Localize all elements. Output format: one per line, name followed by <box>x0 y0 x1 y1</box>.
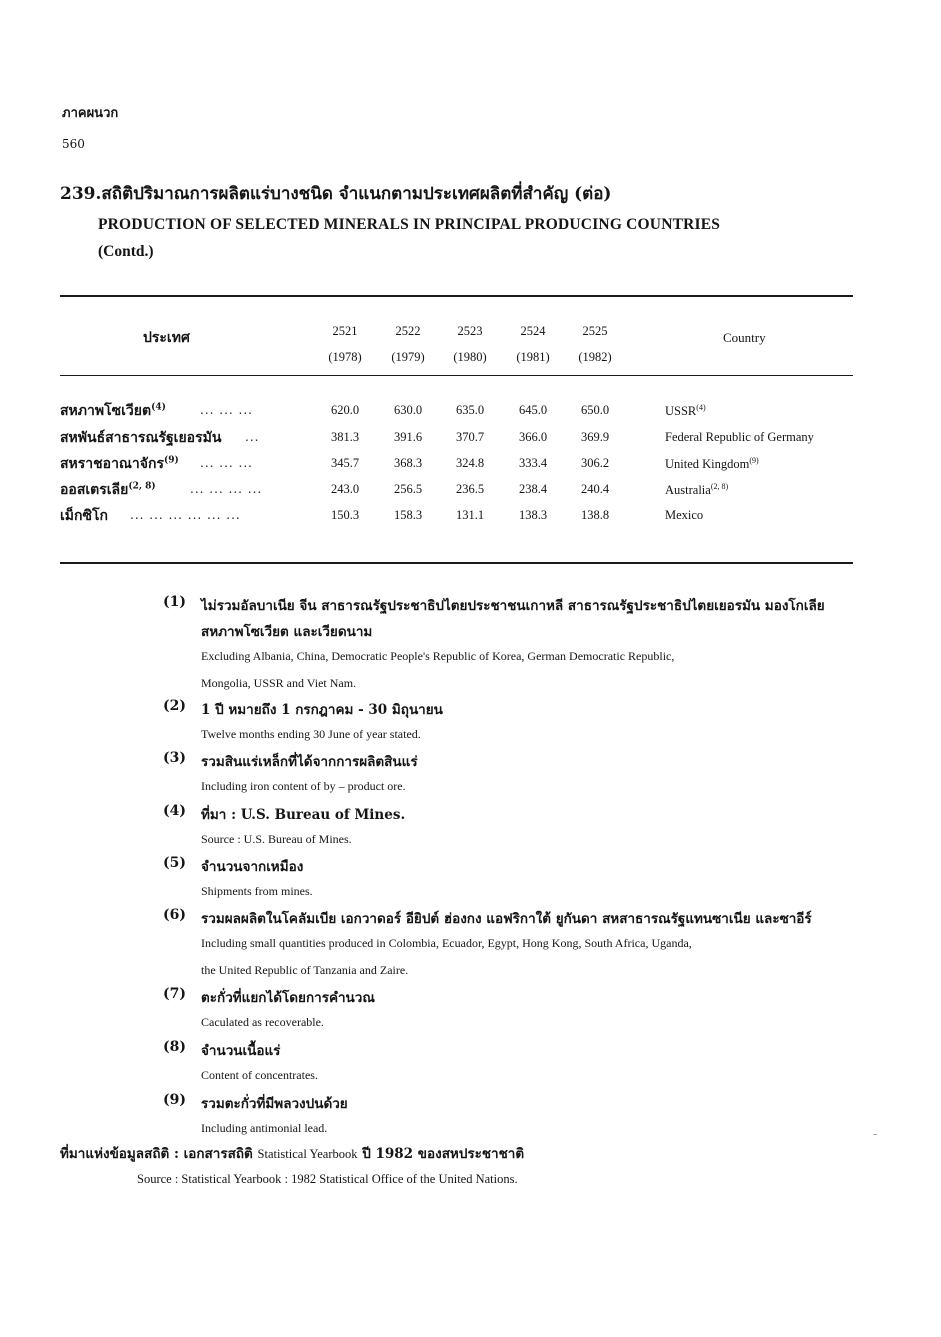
table-cell: 131.1 <box>455 508 485 522</box>
table-top-rule <box>60 295 853 297</box>
year-be: 2525 <box>582 324 608 338</box>
source-english: Source : Statistical Yearbook : 1982 Statistical Office of the United Nations. <box>137 1172 518 1186</box>
footnote-english: Twelve months ending 30 June of year stated. <box>201 727 421 741</box>
footnote-number: (8) <box>163 1039 186 1055</box>
table-cell: 630.0 <box>393 403 423 417</box>
row-country-english-text: Federal Republic of Germany <box>665 430 814 444</box>
page-number: 560 <box>62 137 85 151</box>
row-country-thai-note: (2, 8) <box>128 481 156 492</box>
table-cell: 324.8 <box>455 456 485 470</box>
row-country-thai-text: ออสเตรเลีย <box>60 482 129 498</box>
footnote-thai: 1 ปี หมายถึง 1 กรกฎาคม - 30 มิถุนายน <box>201 702 443 718</box>
table-cell: 650.0 <box>580 403 610 417</box>
footnote-thai: ที่มา : U.S. Bureau of Mines. <box>201 807 406 823</box>
footnote-number: (6) <box>163 907 186 923</box>
footnote-thai: สหภาพโซเวียต และเวียดนาม <box>201 624 373 640</box>
table-cell: 236.5 <box>455 482 485 496</box>
footnote-english: Caculated as recoverable. <box>201 1015 324 1029</box>
footnote-english: Including antimonial lead. <box>201 1121 328 1135</box>
year-be: 2521 <box>332 324 358 338</box>
table-cell: 243.0 <box>330 482 360 496</box>
row-country-english-text: USSR <box>665 404 697 419</box>
source-thai <box>60 1142 524 1164</box>
row-country-thai <box>60 427 221 449</box>
row-country-english-note: (2, 8) <box>710 482 729 491</box>
table-bottom-rule <box>60 562 853 564</box>
table-cell: 345.7 <box>330 456 360 470</box>
row-country-thai-text: สหราชอาณาจักร <box>60 456 164 472</box>
table-cell: 138.8 <box>580 508 610 522</box>
section-label: ภาคผนวก <box>62 106 119 121</box>
row-country-thai-text: เม็กซิโก <box>60 508 108 524</box>
row-country-english <box>665 482 728 498</box>
footnote-english: Excluding Albania, China, Democratic People's Republic of Korea, German Democratic Republic, <box>201 649 675 663</box>
header-country-english: Country <box>723 330 766 345</box>
row-leader-dots: ... ... ... ... <box>190 482 263 496</box>
row-country-english-text: Mexico <box>665 508 704 522</box>
footnote-thai: รวมสินแร่เหล็กที่ได้จากการผลิตสินแร่ <box>201 754 418 770</box>
footnote-english: Shipments from mines. <box>201 884 313 898</box>
table-cell: 158.3 <box>393 508 423 522</box>
row-leader-dots: ... ... ... <box>200 403 253 417</box>
row-country-thai <box>60 400 166 422</box>
table-cell: 138.3 <box>518 508 548 522</box>
footnote-thai: จำนวนจากเหมือง <box>201 859 304 875</box>
row-country-english-text: Australia <box>665 483 711 498</box>
footnote-thai: ไม่รวมอัลบาเนีย จีน สาธารณรัฐประชาธิปไตยประชาชนเกาหลี สาธารณรัฐประชาธิปไตยเยอรมัน มองโกเลีย <box>201 598 825 614</box>
year-be: 2524 <box>520 324 546 338</box>
row-country-thai-note: (9) <box>163 455 179 466</box>
footnote-english: Including iron content of by – product ore. <box>201 779 406 793</box>
row-country-english <box>665 456 759 472</box>
footnote-english: the United Republic of Tanzania and Zaire. <box>201 963 409 977</box>
footnote-english: Content of concentrates. <box>201 1068 318 1082</box>
footnote-thai: รวมผลผลิตในโคลัมเบีย เอกวาดอร์ อียิปต์ ฮ่องกง แอฟริกาใต้ ยูกันดา สหสาธารณรัฐแทนซาเนีย และซาอีร์ <box>201 911 812 927</box>
footnote-thai: ตะกั่วที่แยกได้โดยการคำนวณ <box>201 990 375 1006</box>
source-thai-en: Statistical Yearbook <box>257 1147 358 1161</box>
row-country-english-note: (4) <box>696 403 706 412</box>
year-ce: (1981) <box>516 350 550 364</box>
footnote-number: (5) <box>163 855 186 871</box>
table-cell: 238.4 <box>518 482 548 496</box>
row-leader-dots: ... <box>245 430 260 444</box>
row-country-english-text: United Kingdom <box>665 457 750 472</box>
footnote-number: (7) <box>163 986 186 1002</box>
footnote-english: Source : U.S. Bureau of Mines. <box>201 832 352 846</box>
row-country-english <box>665 508 703 523</box>
row-country-english <box>665 430 814 445</box>
year-ce: (1979) <box>391 350 425 364</box>
row-country-thai <box>60 453 179 475</box>
header-country-thai: ประเทศ <box>143 330 190 346</box>
table-cell: 366.0 <box>518 430 548 444</box>
row-country-thai-text: สหภาพโซเวียต <box>60 403 152 419</box>
table-cell: 635.0 <box>455 403 485 417</box>
footnote-number: (2) <box>163 698 186 714</box>
footnote-number: (1) <box>163 594 186 610</box>
year-ce: (1982) <box>578 350 612 364</box>
footnote-number: (9) <box>163 1092 186 1108</box>
row-country-english-note: (9) <box>749 456 759 465</box>
footnote-english: Including small quantities produced in Colombia, Ecuador, Egypt, Hong Kong, South Africa, Uganda, <box>201 936 692 950</box>
table-cell: 381.3 <box>330 430 360 444</box>
row-country-thai <box>60 479 156 501</box>
table-cell: 369.9 <box>580 430 610 444</box>
table-cell: 333.4 <box>518 456 548 470</box>
table-cell: 150.3 <box>330 508 360 522</box>
table-cell: 368.3 <box>393 456 423 470</box>
year-be: 2523 <box>457 324 483 338</box>
row-country-english <box>665 403 706 419</box>
title-thai: 239.สถิติปริมาณการผลิตแร่บางชนิด จำแนกตามประเทศผลิตที่สำคัญ (ต่อ) <box>60 184 612 204</box>
footnote-number: (3) <box>163 750 186 766</box>
scan-mark: – <box>873 1130 878 1140</box>
table-cell: 370.7 <box>455 430 485 444</box>
footnote-thai: จำนวนเนื้อแร่ <box>201 1043 281 1059</box>
row-country-thai-note: (4) <box>151 402 166 413</box>
table-cell: 240.4 <box>580 482 610 496</box>
row-country-thai-text: สหพันธ์สาธารณรัฐเยอรมัน <box>60 430 222 446</box>
table-cell: 391.6 <box>393 430 423 444</box>
table-cell: 645.0 <box>518 403 548 417</box>
footnote-thai: รวมตะกั่วที่มีพลวงปนด้วย <box>201 1096 348 1112</box>
table-cell: 620.0 <box>330 403 360 417</box>
row-country-thai <box>60 505 108 527</box>
footnote-english: Mongolia, USSR and Viet Nam. <box>201 676 357 690</box>
row-leader-dots: ... ... ... <box>200 456 253 470</box>
source-thai-label: ที่มาแห่งข้อมูลสถิติ <box>60 1146 170 1162</box>
table-header-rule <box>60 375 853 376</box>
year-be: 2522 <box>395 324 421 338</box>
row-leader-dots: ... ... ... ... ... ... <box>130 508 241 522</box>
title-english-contd: (Contd.) <box>98 243 154 260</box>
source-thai-pre: : เอกสารสถิติ <box>173 1146 253 1162</box>
source-thai-post: ปี 1982 ของสหประชาชาติ <box>362 1146 525 1162</box>
footnote-number: (4) <box>163 803 186 819</box>
table-cell: 306.2 <box>580 456 610 470</box>
table-cell: 256.5 <box>393 482 423 496</box>
year-ce: (1978) <box>328 350 362 364</box>
year-ce: (1980) <box>453 350 487 364</box>
title-english: PRODUCTION OF SELECTED MINERALS IN PRINCIPAL PRODUCING COUNTRIES <box>98 216 721 233</box>
